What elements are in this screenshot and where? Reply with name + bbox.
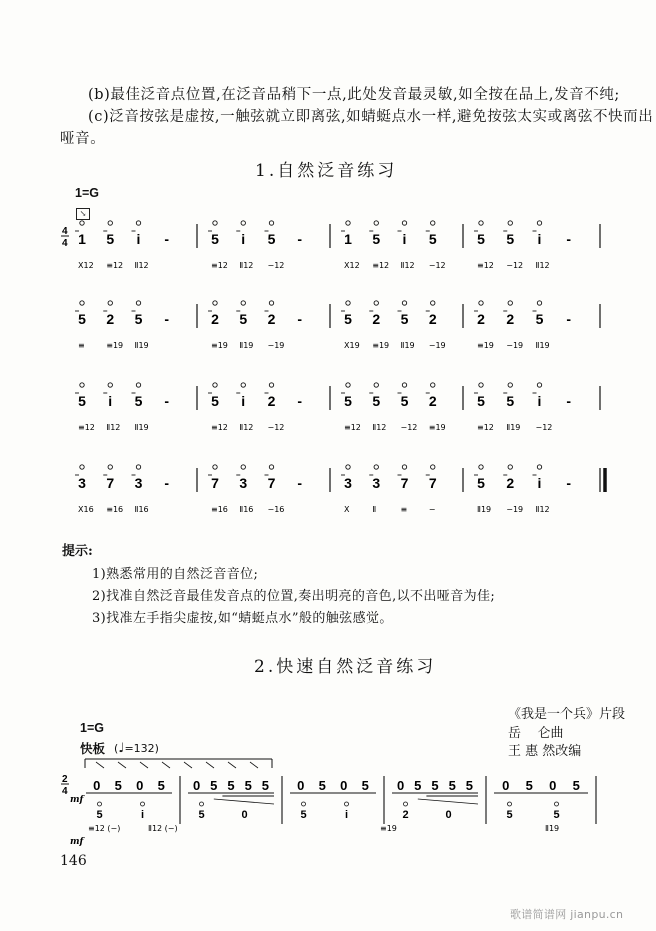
fingering-mark: ≡12 [211,423,228,432]
fingering-mark: −12 [267,261,285,270]
fingering-mark: ≡12 [78,423,95,432]
fingering-mark: Ⅱ19 [535,341,550,350]
fingering-mark: X12 [78,261,94,270]
fingering-mark: ≡19 [211,341,228,350]
glissando-line [418,799,478,804]
note: - [566,311,572,327]
note: 3 [239,475,248,491]
harmonic-circle-icon [555,802,559,806]
harmonic-circle-icon [479,221,483,225]
fingering-mark: Ⅱ12 (−) [148,824,178,833]
fingering-mark: −19 [428,341,446,350]
fingering-mark: Ⅱ16 [134,505,149,514]
time-signature-top: 4 [62,226,68,237]
harmonic-circle-icon [431,383,435,387]
fingering-mark: Ⅱ16 [239,505,254,514]
note: 2 [106,311,115,327]
fingering-mark: ≡12 [477,261,494,270]
note: 5 [96,809,103,821]
bracket-dash [118,762,126,768]
harmonic-circle-icon [269,383,273,387]
harmonic-circle-icon [402,221,406,225]
paragraph-b: (b)最佳泛音点位置,在泛音品稍下一点,此处发音最灵敏,如全按在品上,发音不纯; [88,87,620,103]
note: i [537,231,542,247]
hint-item-1: 1)熟悉常用的自然泛音音位; [92,567,259,582]
note: i [140,809,145,821]
harmonic-symbol-icon: ↘ [76,208,90,220]
fingering-mark: Ⅱ19 [239,341,254,350]
note: 2 [267,393,276,409]
note: 5 [78,311,86,327]
harmonic-circle-icon [345,802,349,806]
harmonic-circle-icon [402,465,406,469]
harmonic-circle-icon [241,383,245,387]
dynamic-mark: mf [70,837,84,847]
note: 0 [445,809,452,821]
harmonic-circle-icon [108,301,112,305]
note: 5 [344,393,352,409]
note: 5 [227,778,235,793]
hints-label: 提示: [62,544,93,559]
harmonic-circle-icon [269,301,273,305]
fingering-mark: Ⅱ12 [400,261,415,270]
harmonic-circle-icon [479,383,483,387]
harmonic-circle-icon [537,383,541,387]
harmonic-circle-icon [346,221,350,225]
fingering-mark: −19 [506,341,524,350]
time-signature-bottom: 4 [62,238,68,249]
fingering-mark: ≡16 [106,505,124,514]
harmonic-circle-icon [431,301,435,305]
fingering-mark: X16 [78,505,94,514]
harmonic-circle-icon [374,301,378,305]
note: 5 [535,311,544,327]
harmonic-circle-icon [374,465,378,469]
note: 5 [525,778,533,793]
note: 5 [114,778,122,793]
note: 3 [372,475,381,491]
note: 0 [396,778,405,793]
note: i [402,231,407,247]
harmonic-circle-icon [374,221,378,225]
harmonic-circle-icon [213,383,217,387]
fingering-mark: Ⅱ19 [506,423,521,432]
harmonic-circle-icon [431,221,435,225]
bracket-dash [96,762,104,768]
dynamic-mark: mf [70,795,84,805]
harmonic-circle-icon [136,301,140,305]
harmonic-circle-icon [241,465,245,469]
note: 5 [431,778,439,793]
time-signature-top: 2 [62,774,68,785]
harmonic-circle-icon [213,221,217,225]
bracket-dash [162,762,170,768]
note: 5 [506,231,515,247]
note: 0 [340,778,348,793]
fingering-mark: −19 [506,505,524,514]
fingering-mark: Ⅱ12 [535,261,550,270]
note: 1 [344,231,352,247]
note: 3 [344,475,352,491]
note: 5 [477,393,485,409]
note: 5 [372,393,381,409]
fingering-mark: −12 [535,423,553,432]
note: 5 [106,231,115,247]
fingering-mark: ≡12 [344,423,361,432]
fingering-mark: ≡12 [211,261,228,270]
note: 5 [477,231,485,247]
note: 5 [134,311,143,327]
note: - [297,393,303,409]
note: 5 [211,393,219,409]
fingering-mark: −12 [400,423,418,432]
fingering-mark: ≡12 (−) [88,824,121,833]
harmonic-circle-icon [136,221,140,225]
fingering-mark: ≡12 [372,261,390,270]
harmonic-circle-icon [269,221,273,225]
harmonic-circle-icon [508,221,512,225]
fingering-mark: Ⅱ19 [477,505,492,514]
harmonic-circle-icon [80,383,84,387]
note: 5 [239,311,248,327]
harmonic-circle-icon [374,383,378,387]
fingering-mark: −12 [428,261,446,270]
harmonic-circle-icon [537,465,541,469]
fingering-mark: Ⅱ19 [400,341,415,350]
note: i [537,475,542,491]
harmonic-circle-icon [108,221,112,225]
watermark: 歌谱简谱网 jianpu.cn [510,908,624,921]
harmonic-circle-icon [508,383,512,387]
composer-credit: 岳 仑曲 [508,726,564,741]
note: 5 [553,809,560,821]
note: 5 [198,809,205,821]
note: 5 [400,393,409,409]
fingering-mark: X [344,505,350,514]
paragraph-c-line1: (c)泛音按弦是虚按,一触弦就立即离弦,如蜻蜓点水一样,避免按弦太实或离弦不快而出 [88,109,654,125]
harmonic-circle-icon [108,383,112,387]
harmonic-circle-icon [136,383,140,387]
harmonic-circle-icon [200,802,204,806]
note: 5 [78,393,86,409]
note: 5 [157,778,165,793]
note: 7 [211,475,219,491]
harmonic-circle-icon [302,802,306,806]
harmonic-circle-icon [479,465,483,469]
bracket-dash [184,762,192,768]
note: 5 [372,231,381,247]
note: i [136,231,141,247]
note: 0 [93,778,101,793]
fingering-mark: ≡ [78,341,85,350]
fingering-mark: Ⅱ12 [372,423,387,432]
note: 5 [318,778,326,793]
note: 5 [211,231,219,247]
note: 2 [506,475,515,491]
note: 5 [465,778,474,793]
fingering-mark: Ⅱ12 [239,261,254,270]
note: 5 [134,393,143,409]
harmonic-circle-icon [508,301,512,305]
note: 5 [261,778,270,793]
note: - [297,231,303,247]
note: 7 [400,475,409,491]
note: 2 [506,311,515,327]
fingering-mark: ≡19 [477,341,494,350]
fingering-mark: X12 [344,261,360,270]
page-number: 146 [60,853,87,869]
source-credit: 《我是一个兵》片段 [508,707,626,722]
note: 0 [192,778,201,793]
fingering-mark: Ⅱ [372,505,377,514]
note: 7 [428,475,437,491]
note: - [297,475,303,491]
harmonic-circle-icon [241,301,245,305]
harmonic-circle-icon [80,221,84,225]
note: - [566,393,572,409]
note: 2 [211,311,219,327]
fingering-mark: −12 [267,423,285,432]
fingering-mark: Ⅱ12 [106,423,121,432]
bracket-dash [140,762,148,768]
note: 5 [267,231,276,247]
hint-item-2: 2)找准自然泛音最佳发音点的位置,奏出明亮的音色,以不出哑音为佳; [92,589,496,604]
note: - [164,475,170,491]
note: i [108,393,113,409]
harmonic-circle-icon [269,465,273,469]
note: - [297,311,303,327]
fingering-mark: Ⅱ19 [134,423,149,432]
fingering-mark: −12 [506,261,524,270]
note: 5 [361,778,369,793]
note: - [566,475,572,491]
fingering-mark: X19 [344,341,360,350]
harmonic-circle-icon [346,301,350,305]
harmonic-circle-icon [80,301,84,305]
note: i [537,393,542,409]
paragraph-c-line2: 哑音。 [60,131,106,147]
fingering-mark: Ⅱ12 [535,505,550,514]
note: 2 [372,311,381,327]
fingering-mark: ≡12 [477,423,494,432]
bracket-dash [228,762,236,768]
fingering-mark: −19 [267,341,285,350]
note: 0 [241,809,248,821]
note: 5 [428,231,437,247]
note: - [164,311,170,327]
harmonic-circle-icon [241,221,245,225]
note: 5 [572,778,580,793]
glissando-line [214,799,274,804]
note: 5 [448,778,456,793]
note: 5 [477,475,485,491]
harmonic-circle-icon [402,383,406,387]
harmonic-circle-icon [108,465,112,469]
fingering-mark: Ⅱ12 [239,423,254,432]
tempo-value: =132 [124,742,155,755]
note: - [164,231,170,247]
harmonic-circle-icon [80,465,84,469]
note: 7 [267,475,276,491]
harmonic-circle-icon [537,221,541,225]
arranger-credit: 王 惠 然改编 [508,744,582,759]
fingering-mark: −16 [267,505,285,514]
tempo-label: 快板 [80,742,106,756]
harmonic-circle-icon [431,465,435,469]
harmonic-circle-icon [213,465,217,469]
harmonic-circle-icon [508,802,512,806]
fingering-mark: ≡16 [211,505,228,514]
note: 2 [428,311,437,327]
note: - [164,393,170,409]
fingering-mark: Ⅱ19 [545,824,560,833]
note: i [241,231,246,247]
harmonic-circle-icon [508,465,512,469]
harmonic-circle-icon [98,802,102,806]
note: 0 [502,778,510,793]
fingering-mark: ≡19 [372,341,390,350]
note: 5 [344,311,352,327]
section1-key: 1=G [75,186,99,200]
harmonic-circle-icon [213,301,217,305]
bracket-dash [206,762,214,768]
tempo-marking: (♩=132) [114,741,159,756]
note: 0 [297,778,305,793]
note: 1 [78,231,86,247]
time-signature-bottom: 4 [62,786,68,797]
fingering-mark: ≡19 [428,423,446,432]
harmonic-circle-icon [479,301,483,305]
note: 2 [402,809,409,821]
note: 3 [78,475,86,491]
note: 0 [136,778,144,793]
note: 2 [428,393,437,409]
fingering-mark: Ⅱ12 [134,261,149,270]
fingering-mark: ≡19 [106,341,124,350]
hint-item-3: 3)找准左手指尖虚按,如“蜻蜓点水”般的触弦感觉。 [92,611,393,626]
section2-title: 2.快速自然泛音练习 [254,657,437,677]
note: 2 [267,311,276,327]
harmonic-circle-icon [402,301,406,305]
fingering-mark: ≡19 [380,824,397,833]
fingering-mark: ≡ [400,505,408,514]
bracket-dash [250,762,258,768]
fingering-mark: ≡12 [106,261,124,270]
note: 5 [300,809,307,821]
harmonic-circle-icon [537,301,541,305]
note: 5 [244,778,252,793]
harmonic-circle-icon [136,465,140,469]
note: - [566,231,572,247]
note: 2 [477,311,485,327]
note: 3 [134,475,143,491]
note: 5 [210,778,218,793]
harmonic-circle-icon [404,802,408,806]
note: 5 [506,393,515,409]
note: 5 [506,809,513,821]
section1-title: 1.自然泛音练习 [255,161,398,181]
harmonic-circle-icon [346,465,350,469]
note: 5 [400,311,409,327]
note: 7 [106,475,115,491]
harmonic-circle-icon [141,802,145,806]
section2-key: 1=G [80,721,104,735]
harmonic-circle-icon [346,383,350,387]
fingering-mark: Ⅱ19 [134,341,149,350]
note: i [344,809,349,821]
note: i [241,393,246,409]
note: 0 [549,778,557,793]
fingering-mark: − [428,505,436,514]
note: 5 [414,778,422,793]
